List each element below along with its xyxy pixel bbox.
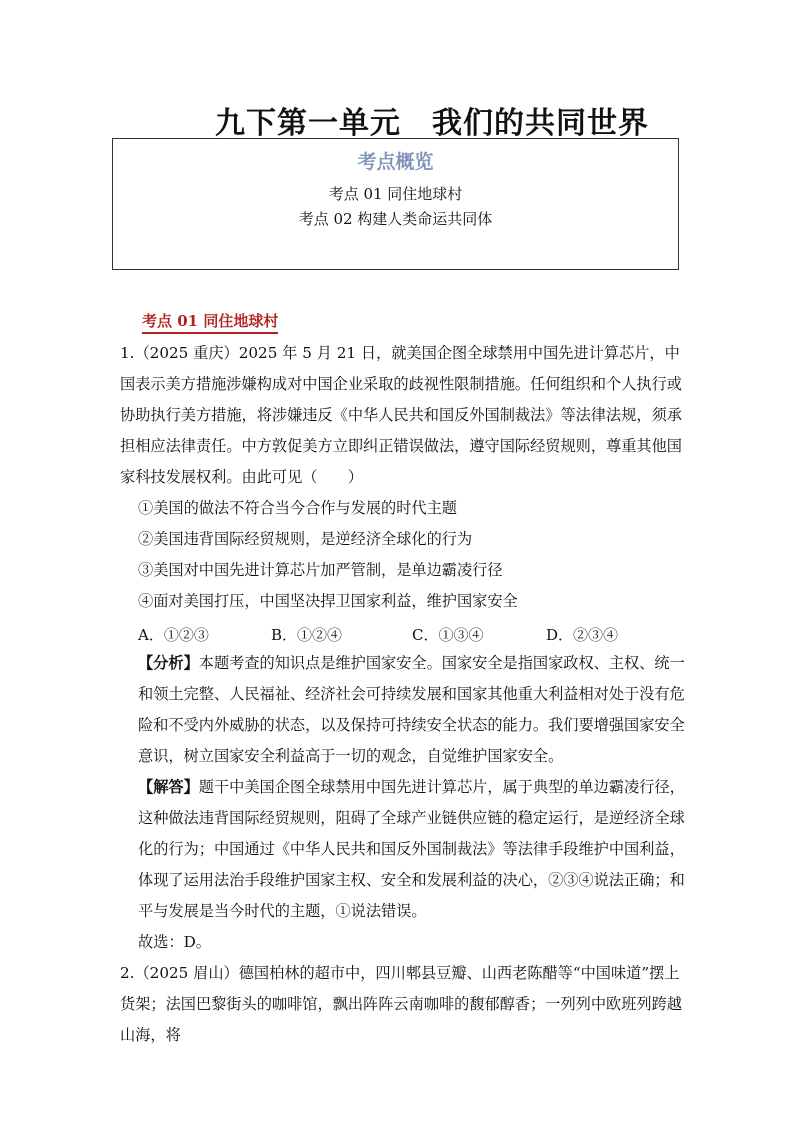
analysis-label: 【分析】 <box>138 654 199 672</box>
analysis-text: 本题考查的知识点是维护国家安全。国家安全是指国家政权、主权、统一和领土完整、人民福祉、经济社会可持续发展和国家其他重大利益相对处于没有危险和不受内外威胁的状态，以及保持可持续安全状态的能力。我们要增强国家安全意识，树立国家安全利益高于一切的观念，自觉维护国家安全。 <box>138 654 685 765</box>
answer-block <box>138 772 690 927</box>
overview-item: 考点 01 同住地球村 <box>328 185 463 203</box>
page-title: 九下第一单元 我们的共同世界 <box>215 106 649 141</box>
overview-item: 考点 02 构建人类命运共同体 <box>298 210 493 228</box>
question-1-options <box>138 620 698 651</box>
question-1-stem: 1.（2025 重庆）2025 年 5 月 21 日，就美国企图全球禁用中国先进计算芯片，中国表示美方措施涉嫌构成对中国企业采取的歧视性限制措施。任何组织和个人执行或协助执行美方措施，将涉嫌违反《中华人民共和国反外国制裁法》等法律法规，须承担相应法律责任。中方敦促美方立即纠正错误做法，遵守国际经贸规则，尊重其他国家科技发展权利。由此可见（ ） <box>120 344 682 486</box>
question-1-choice: ④面对美国打压，中国坚决捍卫国家利益，维护国家安全 <box>138 592 518 610</box>
option-d: D．②③④ <box>546 626 619 644</box>
answer-result: 故选：D。 <box>138 933 211 951</box>
question-1-choice: ②美国违背国际经贸规则，是逆经济全球化的行为 <box>138 530 473 548</box>
overview-heading: 考点概览 <box>357 151 434 173</box>
question-2-stem: 2.（2025 眉山）德国柏林的超市中，四川郫县豆瓣、山西老陈醋等“中国味道”摆上货架；法国巴黎街头的咖啡馆，飘出阵阵云南咖啡的馥郁醇香；一列列中欧班列跨越山海，将 <box>120 964 682 1044</box>
answer-label: 【解答】 <box>138 778 199 796</box>
analysis-block <box>138 648 690 772</box>
question-1-choice: ①美国的做法不符合当今合作与发展的时代主题 <box>138 499 457 517</box>
question-1-choice: ③美国对中国先进计算芯片加严管制，是单边霸凌行径 <box>138 561 503 579</box>
answer-text: 题干中美国企图全球禁用中国先进计算芯片，属于典型的单边霸凌行径，这种做法违背国际经贸规则，阻碍了全球产业链供应链的稳定运行，是逆经济全球化的行为；中国通过《中华人民共和国反外国制裁法》等法律手段维护中国利益，体现了运用法治手段维护国家主权、安全和发展利益的决心，②③④说法正确；和平与发展是当今时代的主题，①说法错误。 <box>138 778 685 920</box>
overview-box <box>112 138 679 270</box>
option-b: B．①②④ <box>271 626 343 644</box>
section-title: 考点 01 同住地球村 <box>142 310 278 334</box>
option-c: C．①③④ <box>412 626 484 644</box>
option-a: A．①②③ <box>138 626 209 644</box>
